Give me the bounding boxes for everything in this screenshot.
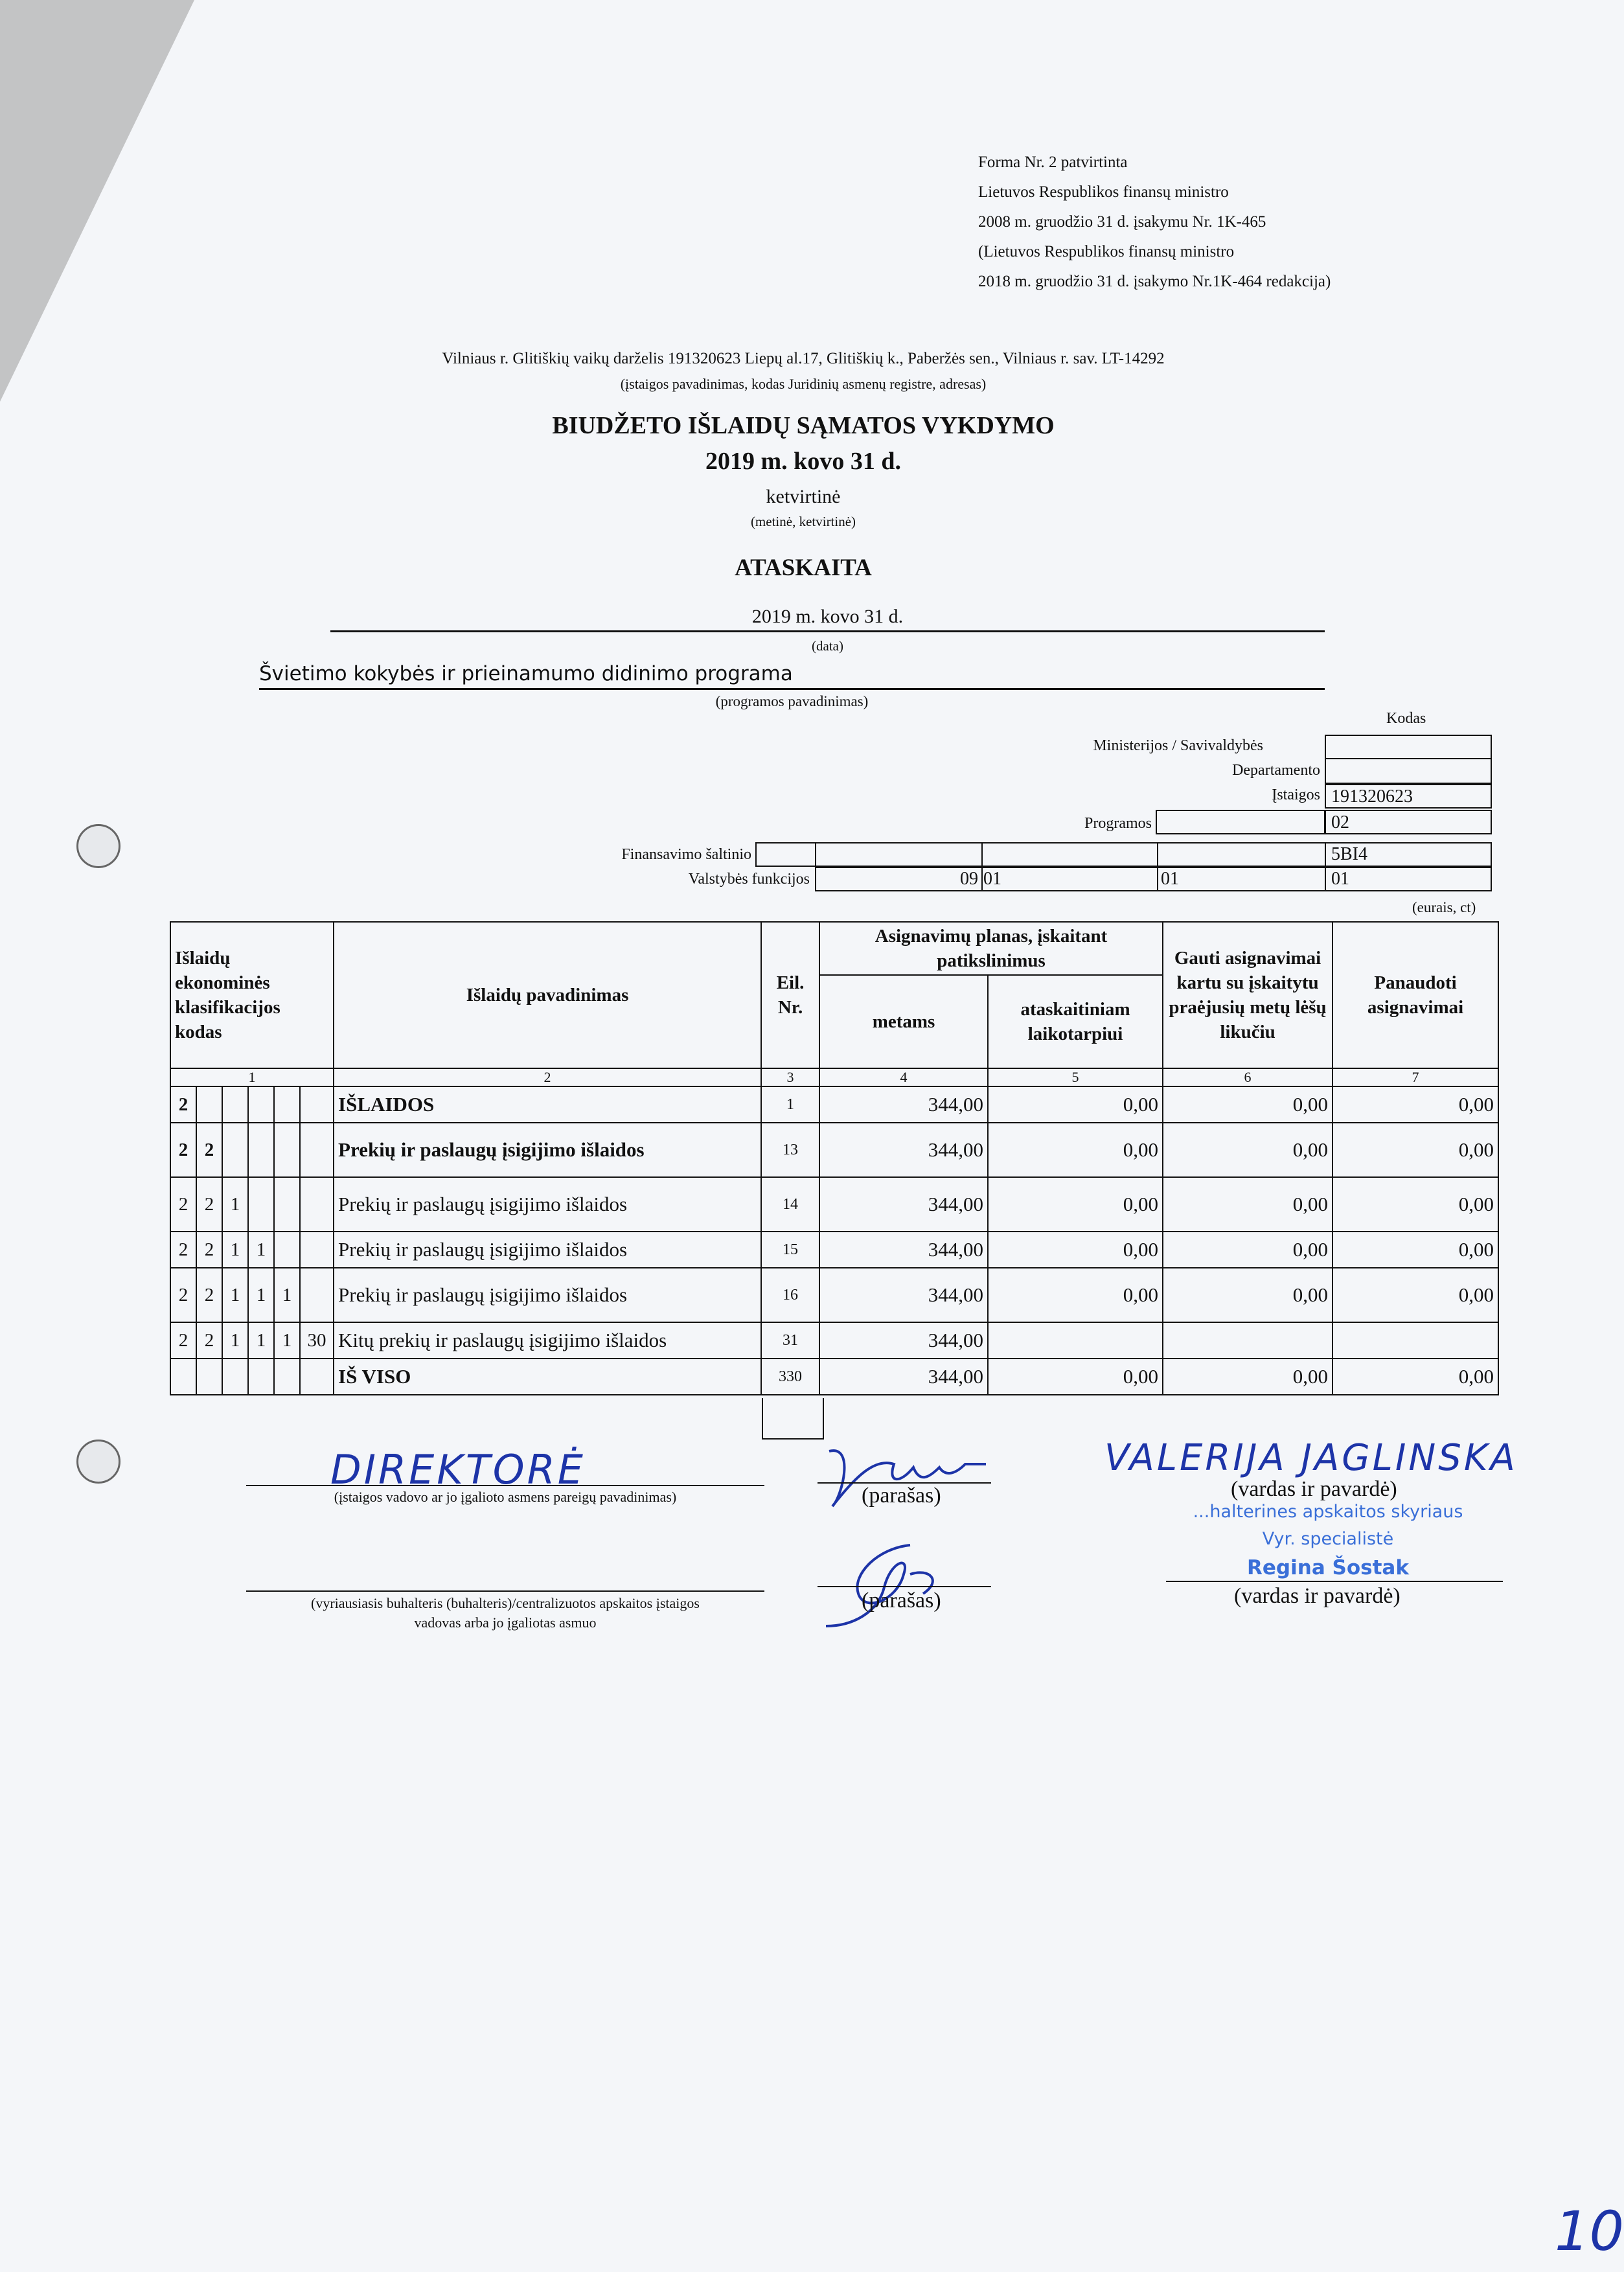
table-row [170, 1322, 1498, 1359]
row-name: IŠ VISO [334, 1359, 761, 1395]
row-code-digit: 1 [222, 1232, 248, 1268]
row-code-digit: 1 [248, 1232, 274, 1268]
function-divider [981, 867, 983, 891]
signature-line-2 [818, 1586, 991, 1587]
document-title-date: 2019 m. kovo 31 d. [705, 448, 901, 475]
row-name: Prekių ir paslaugų įsigijimo išlaidos [334, 1268, 761, 1322]
row-code-digit: 1 [274, 1268, 300, 1322]
codes-header: Kodas [1386, 710, 1426, 727]
row-plan-year: 344,00 [819, 1086, 988, 1123]
approval-block [978, 148, 1331, 297]
row-used: 0,00 [1332, 1086, 1498, 1123]
row-code-digit [222, 1123, 248, 1177]
department-label: Departamento [1232, 762, 1320, 779]
row-received: 0,00 [1163, 1086, 1332, 1123]
table-row [170, 1232, 1498, 1268]
table-row [170, 1359, 1498, 1395]
program-code: 02 [1325, 810, 1492, 834]
page-number: 10 [1555, 2199, 1624, 2263]
director-line [246, 1485, 764, 1486]
row-code-digit: 2 [196, 1123, 222, 1177]
state-function-label: Valstybės funkcijos [688, 871, 810, 888]
function-divider [1325, 867, 1326, 891]
institution-code: 191320623 [1325, 784, 1492, 809]
row-code-digit: 2 [170, 1268, 196, 1322]
row-code-digit [274, 1232, 300, 1268]
punch-hole-top [76, 824, 120, 868]
row-line-number: 14 [761, 1177, 819, 1232]
table-row [170, 1086, 1498, 1123]
row-used: 0,00 [1332, 1268, 1498, 1322]
row-code-digit [274, 1359, 300, 1395]
funding-source-code: 5BI4 [1331, 844, 1367, 864]
col-index: 2 [334, 1068, 761, 1086]
stamp-line-2: Vyr. specialistė [1262, 1529, 1394, 1549]
header-code: Išlaidų ekonominės klasifikacijos kodas [170, 922, 334, 1068]
stamp-line-3: Regina Šostak [1247, 1556, 1409, 1579]
row-used: 0,00 [1332, 1123, 1498, 1177]
name-line-2 [1166, 1581, 1503, 1582]
report-date-caption: (data) [812, 638, 843, 654]
ministry-label: Ministerijos / Savivaldybės [1093, 737, 1263, 754]
signature-caption-1: (parašas) [862, 1484, 941, 1508]
scan-fold-shadow [0, 0, 194, 402]
name-caption-2: (vardas ir pavardė) [1234, 1584, 1401, 1608]
approval-line: (Lietuvos Respublikos finansų ministro [978, 243, 1235, 260]
row-code-digit: 2 [170, 1086, 196, 1123]
row-plan-year: 344,00 [819, 1268, 988, 1322]
report-heading: ATASKAITA [735, 555, 872, 581]
line-number-tail-box [762, 1398, 824, 1440]
row-code-digit: 2 [196, 1177, 222, 1232]
stamp-line-1: ...halterines apskaitos skyriaus [1193, 1502, 1463, 1522]
row-code-digit [196, 1359, 222, 1395]
table-row [170, 1123, 1498, 1177]
approval-line: 2008 m. gruodžio 31 d. įsakymu Nr. 1K-465 [978, 213, 1266, 231]
institution-code-label: Įstaigos [1272, 786, 1320, 803]
approval-line: Forma Nr. 2 patvirtinta [978, 154, 1128, 171]
row-name: IŠLAIDOS [334, 1086, 761, 1123]
row-code-digit [300, 1123, 334, 1177]
program-caption: (programos pavadinimas) [715, 693, 869, 709]
name-caption-1: (vardas ir pavardė) [1231, 1477, 1397, 1501]
row-code-digit [248, 1177, 274, 1232]
row-code-digit [300, 1232, 334, 1268]
institution-caption: (įstaigos pavadinimas, kodas Juridinių asmenų registre, adresas) [620, 376, 987, 392]
function-divider [1157, 867, 1158, 891]
row-plan-period: 0,00 [988, 1086, 1163, 1123]
accountant-caption-2: vadovas arba jo įgaliotas asmuo [414, 1614, 597, 1631]
table-body [170, 1086, 1498, 1395]
row-code-digit: 30 [300, 1322, 334, 1359]
funding-divider [1157, 842, 1158, 867]
row-code-digit: 1 [274, 1322, 300, 1359]
row-code-digit [248, 1086, 274, 1123]
approval-line: Lietuvos Respublikos finansų ministro [978, 183, 1229, 201]
row-plan-period [988, 1322, 1163, 1359]
department-code [1325, 759, 1492, 784]
table-row [170, 1268, 1498, 1322]
row-line-number: 31 [761, 1322, 819, 1359]
col-index: 7 [1332, 1068, 1498, 1086]
row-code-digit: 2 [170, 1177, 196, 1232]
row-name: Prekių ir paslaugų įsigijimo išlaidos [334, 1177, 761, 1232]
row-name: Kitų prekių ir paslaugų įsigijimo išlaidos [334, 1322, 761, 1359]
row-received: 0,00 [1163, 1359, 1332, 1395]
row-code-digit: 2 [196, 1322, 222, 1359]
row-code-digit: 2 [170, 1232, 196, 1268]
funding-divider [1325, 842, 1326, 867]
row-code-digit: 2 [170, 1123, 196, 1177]
col-index: 1 [170, 1068, 334, 1086]
row-used: 0,00 [1332, 1177, 1498, 1232]
row-code-digit: 1 [222, 1322, 248, 1359]
signature-caption-2: (parašas) [862, 1589, 941, 1612]
row-plan-period: 0,00 [988, 1232, 1163, 1268]
table-header-row [170, 922, 1498, 975]
report-period-caption: (metinė, ketvirtinė) [750, 514, 856, 529]
accountant-line [246, 1590, 764, 1592]
table-row [170, 1177, 1498, 1232]
accountant-signature [813, 1535, 968, 1633]
row-code-digit [300, 1086, 334, 1123]
funding-divider [981, 842, 983, 867]
ministry-code [1325, 735, 1492, 759]
units-label: (eurais, ct) [1412, 899, 1476, 915]
row-line-number: 16 [761, 1268, 819, 1322]
row-used: 0,00 [1332, 1232, 1498, 1268]
row-received [1163, 1322, 1332, 1359]
row-received: 0,00 [1163, 1268, 1332, 1322]
header-used: Panaudoti asignavimai [1332, 922, 1498, 1068]
row-code-digit: 2 [170, 1322, 196, 1359]
row-plan-year: 344,00 [819, 1123, 988, 1177]
row-plan-period: 0,00 [988, 1268, 1163, 1322]
accountant-caption-1: (vyriausiasis buhalteris (buhalteris)/centralizuotos apskaitos įstaigos [311, 1595, 700, 1611]
header-line: Eil. Nr. [761, 922, 819, 1068]
report-period: ketvirtinė [766, 486, 841, 507]
report-date: 2019 m. kovo 31 d. [330, 606, 1325, 632]
director-name-handwritten: VALERIJA JAGLINSKA [1104, 1437, 1518, 1479]
row-code-digit: 2 [196, 1268, 222, 1322]
col-index: 5 [988, 1068, 1163, 1086]
funding-divider [815, 842, 816, 867]
row-line-number: 1 [761, 1086, 819, 1123]
col-index: 4 [819, 1068, 988, 1086]
row-code-digit [274, 1086, 300, 1123]
row-used: 0,00 [1332, 1359, 1498, 1395]
row-plan-year: 344,00 [819, 1359, 988, 1395]
approval-line: 2018 m. gruodžio 31 d. įsakymo Nr.1K-464 redakcija) [978, 273, 1331, 290]
row-code-digit [300, 1268, 334, 1322]
document-title: BIUDŽETO IŠLAIDŲ SĄMATOS VYKDYMO [552, 412, 1055, 439]
col-index: 3 [761, 1068, 819, 1086]
row-received: 0,00 [1163, 1177, 1332, 1232]
row-code-digit: 2 [196, 1232, 222, 1268]
header-plan: Asignavimų planas, įskaitant patikslinimus [819, 922, 1163, 975]
row-code-digit [170, 1359, 196, 1395]
row-code-digit [274, 1123, 300, 1177]
row-plan-period: 0,00 [988, 1123, 1163, 1177]
function-code-1: 09 [960, 869, 978, 889]
funding-source-row [755, 842, 1492, 867]
row-name: Prekių ir paslaugų įsigijimo išlaidos [334, 1123, 761, 1177]
row-plan-period: 0,00 [988, 1177, 1163, 1232]
header-name: Išlaidų pavadinimas [334, 922, 761, 1068]
row-used [1332, 1322, 1498, 1359]
director-title-handwritten: DIREKTORĖ [330, 1446, 586, 1493]
row-received: 0,00 [1163, 1232, 1332, 1268]
column-index-row [170, 1068, 1498, 1086]
row-code-digit [274, 1177, 300, 1232]
row-code-digit [248, 1359, 274, 1395]
header-received: Gauti asignavimai kartu su įskaitytu praėjusių metų lėšų likučiu [1163, 922, 1332, 1068]
row-line-number: 330 [761, 1359, 819, 1395]
row-code-digit [222, 1359, 248, 1395]
row-code-digit: 1 [222, 1268, 248, 1322]
header-plan-period: ataskaitiniam laikotarpiui [988, 975, 1163, 1068]
function-code-2: 01 [983, 869, 1001, 889]
col-index: 6 [1163, 1068, 1332, 1086]
row-plan-year: 344,00 [819, 1322, 988, 1359]
row-line-number: 13 [761, 1123, 819, 1177]
row-line-number: 15 [761, 1232, 819, 1268]
row-received: 0,00 [1163, 1123, 1332, 1177]
function-code-3: 01 [1161, 869, 1179, 889]
punch-hole-bottom [76, 1440, 120, 1484]
header-plan-year: metams [819, 975, 988, 1068]
row-code-digit [300, 1177, 334, 1232]
expense-table [170, 921, 1499, 1395]
row-code-digit: 1 [222, 1177, 248, 1232]
row-plan-period: 0,00 [988, 1359, 1163, 1395]
program-code-empty [1156, 810, 1325, 834]
row-plan-year: 344,00 [819, 1177, 988, 1232]
row-code-digit [222, 1086, 248, 1123]
row-code-digit: 1 [248, 1268, 274, 1322]
row-plan-year: 344,00 [819, 1232, 988, 1268]
row-code-digit [248, 1123, 274, 1177]
director-caption: (įstaigos vadovo ar jo įgalioto asmens pareigų pavadinimas) [334, 1489, 677, 1505]
function-code-4: 01 [1331, 869, 1349, 889]
row-code-digit [196, 1086, 222, 1123]
program-name: Švietimo kokybės ir prieinamumo didinimo programa [259, 662, 1325, 690]
institution-line: Vilniaus r. Glitiškių vaikų darželis 191320623 Liepų al.17, Glitiškių k., Paberžės sen., Vilniaus r. sav. LT-14292 [442, 350, 1165, 367]
row-code-digit: 1 [248, 1322, 274, 1359]
row-code-digit [300, 1359, 334, 1395]
program-code-label: Programos [1084, 815, 1152, 832]
funding-source-label: Finansavimo šaltinio [621, 846, 751, 863]
row-name: Prekių ir paslaugų įsigijimo išlaidos [334, 1232, 761, 1268]
